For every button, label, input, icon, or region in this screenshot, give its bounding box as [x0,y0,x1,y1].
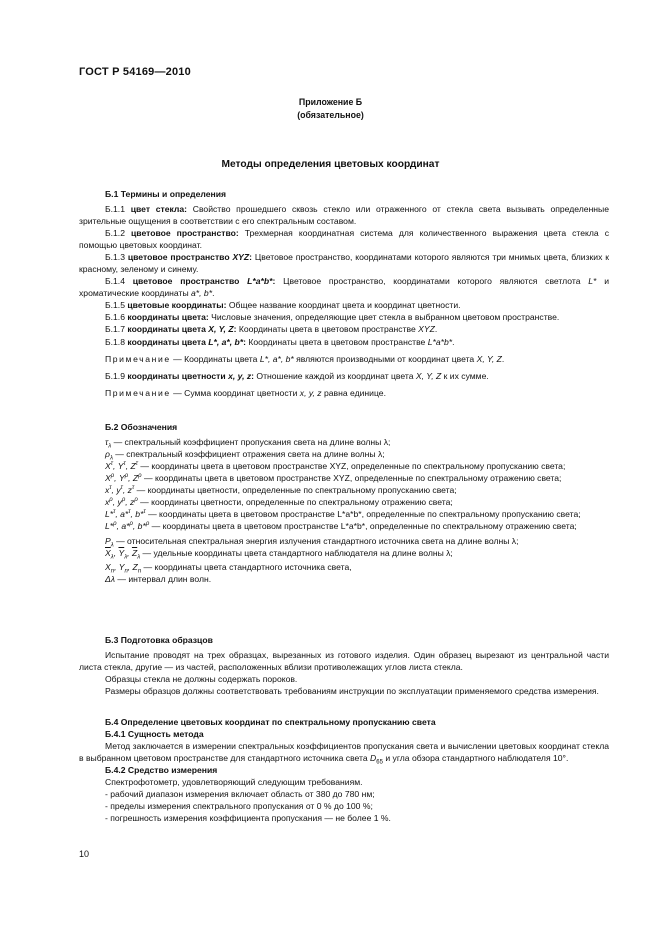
symbol-line: $x^\rho$, $y^\rho$, $z^\rho$ — координаты цветности, определенные по спектральному отражению света; [105,497,453,507]
term-b12: Б.1.2 цветовое пространство: Трехмерная координатная система для количественного выражения цвета стекла с помощью цветовых координат. [79,228,609,250]
appendix-note: (обязательное) [297,110,364,120]
section-heading: Б.4 Определение цветовых координат по спектральному пропусканию света [105,717,436,727]
note-1: Примечание — Координаты цвета L*, a*, b* являются производными от координат цвета X, Y, Z. [105,354,505,364]
term-b18: Б.1.8 координаты цвета L*, a*, b*: Координаты цвета в цветовом пространстве L*a*b*. [105,337,455,347]
section-heading: Б.2 Обозначения [105,422,178,432]
symbol-xyz-tau: $X^\tau$, $Y^\tau$, $Z^\tau$ [105,461,139,471]
standard-header: ГОСТ Р 54169—2010 [79,66,191,78]
symbol-observer: $\overline{X}_\lambda$, $\overline{Y}_\lambda$, $\overline{Z}_\lambda$ [105,548,141,561]
document-title: Методы определения цветовых координат [221,159,440,170]
section-b1 [79,188,609,399]
symbol-tau: $\tau_\lambda$ [105,437,112,450]
symbol-xyz-rho: $X^\rho$, $Y^\rho$, $Z^\rho$ [105,473,142,483]
term-b11: Б.1.1 цвет стекла: Свойство прошедшего сквозь стекло или отраженного от стекла света вызывать определенные зрительные ощущения в соответствии с его спектральным составом. [79,204,610,226]
symbol-chrom-tau: $x^\tau$, $y^\tau$, $z^\tau$ [105,485,135,495]
paragraph: Размеры образцов должны соответствовать требованиям инструкции по эксплуатации применяемого средства измерения. [105,686,599,696]
paragraph: Спектрофотометр, удовлетворяющий следующим требованиям. [105,777,363,787]
section-heading: Б.3 Подготовка образцов [105,635,213,645]
requirement-item: - пределы измерения спектрального пропускания от 0 % до 100 %; [105,801,373,811]
term-b14: Б.1.4 цветовое пространство L*a*b*: Цветовое пространство, координатами которого являются светлота L* и хроматические координаты a*, b*. [79,276,609,298]
symbol-rho: $\rho_\lambda$ [105,449,113,462]
symbol-line: $X^\rho$, $Y^\rho$, $Z^\rho$ — координаты цвета в цветовом пространстве XYZ, определенные по спектральному отражению света; [105,473,562,483]
symbol-lab-rho: L*$^\rho$, a*$^\rho$, b*$^\rho$ [105,521,150,531]
term-b19: Б.1.9 координаты цветности x, y, z: Отношение каждой из координат цвета X, Y, Z к их сумме. [105,371,489,381]
section-b2 [79,421,609,585]
paragraph: Испытание проводят на трех образцах, вырезанных из готового изделия. Один образец вырезают из центральной части листа стекла, другие — из частей, расположенных вблизи противолежащих углов листа стекла. [79,650,609,672]
symbol-line: $\rho_\lambda$ — спектральный коэффициент отражения света на длине волны λ; [105,449,385,462]
term-b17: Б.1.7 координаты цвета X, Y, Z: Координаты цвета в цветовом пространстве XYZ. [105,324,438,334]
requirement-item: - погрешность измерения коэффициента пропускания — не более 1 %. [105,813,391,823]
symbol-delta-lambda: Δλ [105,574,115,584]
requirement-item: - рабочий диапазон измерения включает область от 380 до 780 нм; [105,789,375,799]
symbol-line: $\tau_\lambda$ — спектральный коэффициент пропускания света на длине волны λ; [105,437,391,450]
appendix-title: Приложение Б [298,97,363,107]
term-b16: Б.1.6 координаты цвета: Числовые значения, определяющие цвет стекла в выбранном цветовом пространстве. [105,312,560,322]
symbol-line: $\overline{X}_\lambda$, $\overline{Y}_\lambda$, $\overline{Z}_\lambda$ — удельные координаты цвета стандартного наблюдателя на длине волны λ; [105,548,453,561]
symbol-lab-tau: L*$^\tau$, a*$^\tau$, b*$^\tau$ [105,509,146,519]
subsection-heading: Б.4.1 Сущность метода [105,729,204,739]
symbol-line: $X_n$, $Y_n$, $Z_n$ — координаты цвета стандартного источника света, [105,562,352,575]
note-2: Примечание — Сумма координат цветности x, y, z равна единице. [105,388,386,398]
symbol-line: $X^\tau$, $Y^\tau$, $Z^\tau$ — координаты цвета в цветовом пространстве XYZ, определенные по спектральному пропусканию света; [105,461,566,471]
section-heading: Б.1 Термины и определения [105,189,227,199]
symbol-line: $P_\lambda$ — относительная спектральная энергия излучения стандартного источника света на длине волны λ; [105,536,519,549]
subsection-heading: Б.4.2 Средство измерения [105,765,218,775]
term-b15: Б.1.5 цветовые координаты: Общее название координат цвета и координат цветности. [105,300,461,310]
symbol-line: L*$^\rho$, a*$^\rho$, b*$^\rho$ — координаты цвета в цветовом пространстве L*a*b*, определенные по спектральному отражению света; [105,521,577,531]
symbol-illuminant: $X_n$, $Y_n$, $Z_n$ [105,562,142,575]
symbol-line: Δλ — интервал длин волн. [105,574,212,584]
section-b4 [79,716,609,824]
term-b13: Б.1.3 цветовое пространство XYZ: Цветовое пространство, координатами которого являются три мнимых цвета, близких к красному, зеленому и синему. [79,252,610,274]
paragraph: Образцы стекла не должны содержать пороков. [105,674,298,684]
symbol-chrom-rho: $x^\rho$, $y^\rho$, $z^\rho$ [105,497,138,507]
symbol-line: L*$^\tau$, a*$^\tau$, b*$^\tau$ — координаты цвета в цветовом пространстве L*a*b*, определенные по спектральному пропусканию света; [105,509,581,519]
symbol-line: $x^\tau$, $y^\tau$, $z^\tau$ — координаты цветности, определенные по спектральному пропусканию света; [105,485,457,495]
paragraph: Метод заключается в измерении спектральных коэффициентов пропускания света и вычислении цветовых координат стекла в выбранном цветовом пространстве для стандартного источника света $D_{65}$ и угла обзора стандартного наблюдателя 10°. [79,741,609,766]
symbol-p-lambda: $P_\lambda$ [105,536,114,549]
section-b3 [79,634,609,697]
page-number: 10 [79,849,90,859]
